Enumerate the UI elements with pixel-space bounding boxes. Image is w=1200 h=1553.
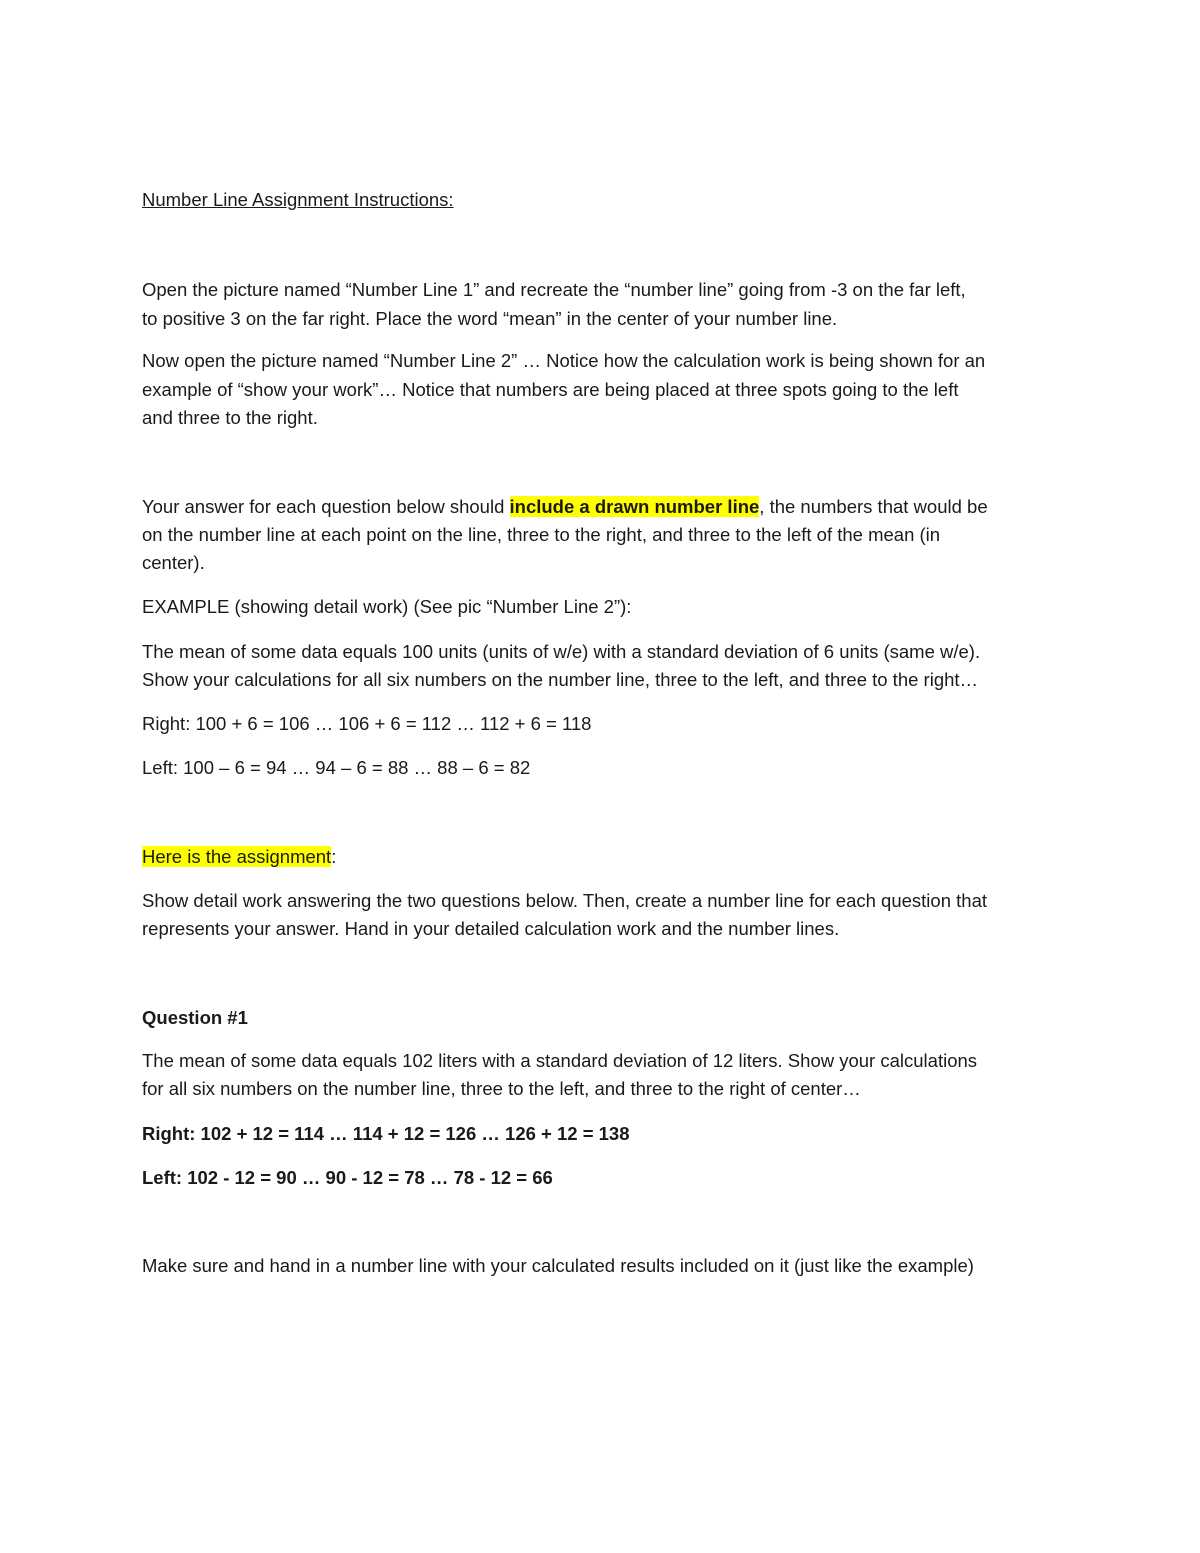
question-1-header: Question #1: [142, 1007, 248, 1028]
paragraph-3-line-2: on the number line at each point on the line, three to the right, and three to the left of the mean (in: [142, 524, 941, 545]
assignment-line-2: represents your answer. Hand in your detailed calculation work and the number lines.: [142, 918, 840, 939]
example-line-1: The mean of some data equals 100 units (units of w/e) with a standard deviation of 6 units (same w/e).: [142, 641, 981, 662]
paragraph-3-text-post: , the numbers that would be: [759, 496, 988, 517]
example-line-2: Show your calculations for all six numbers on the number line, three to the left, and three to the right…: [142, 669, 979, 690]
question-1-line-1: The mean of some data equals 102 liters with a standard deviation of 12 liters. Show your calculations: [142, 1050, 978, 1071]
question-1-line-2: for all six numbers on the number line, three to the left, and three to the right of center…: [142, 1078, 861, 1099]
paragraph-2-line-3: and three to the right.: [142, 407, 318, 428]
assignment-line-1: Show detail work answering the two questions below. Then, create a number line for each question that: [142, 890, 987, 911]
example-right-calc: Right: 100 + 6 = 106 … 106 + 6 = 112 … 112 + 6 = 118: [142, 713, 592, 734]
example-header: EXAMPLE (showing detail work) (See pic “Number Line 2”):: [142, 596, 632, 617]
question-1-right-calc: Right: 102 + 12 = 114 … 114 + 12 = 126 … 126 + 12 = 138: [142, 1123, 630, 1144]
example-left-calc: Left: 100 – 6 = 94 … 94 – 6 = 88 … 88 – 6 = 82: [142, 757, 531, 778]
highlighted-phrase: include a drawn number line: [509, 496, 760, 517]
paragraph-2-line-2: example of “show your work”… Notice that numbers are being placed at three spots going to the left: [142, 379, 959, 400]
assignment-header-colon: :: [331, 846, 337, 867]
assignment-header-highlight: Here is the assignment: [142, 846, 332, 867]
paragraph-3-text-pre: Your answer for each question below should: [142, 496, 510, 517]
final-instruction: Make sure and hand in a number line with your calculated results included on it (just like the example): [142, 1255, 974, 1276]
assignment-header: [142, 845, 1062, 869]
paragraph-2-line-1: Now open the picture named “Number Line 2” … Notice how the calculation work is being shown for an: [142, 350, 986, 371]
paragraph-3-line-1: [142, 495, 1062, 519]
question-1-left-calc: Left: 102 - 12 = 90 … 90 - 12 = 78 … 78 - 12 = 66: [142, 1167, 553, 1188]
paragraph-1-line-2: to positive 3 on the far right. Place the word “mean” in the center of your number line.: [142, 308, 838, 329]
doc-title: Number Line Assignment Instructions:: [142, 189, 454, 210]
paragraph-3-line-3: center).: [142, 552, 205, 573]
paragraph-1-line-1: Open the picture named “Number Line 1” and recreate the “number line” going from -3 on the far left,: [142, 279, 966, 300]
